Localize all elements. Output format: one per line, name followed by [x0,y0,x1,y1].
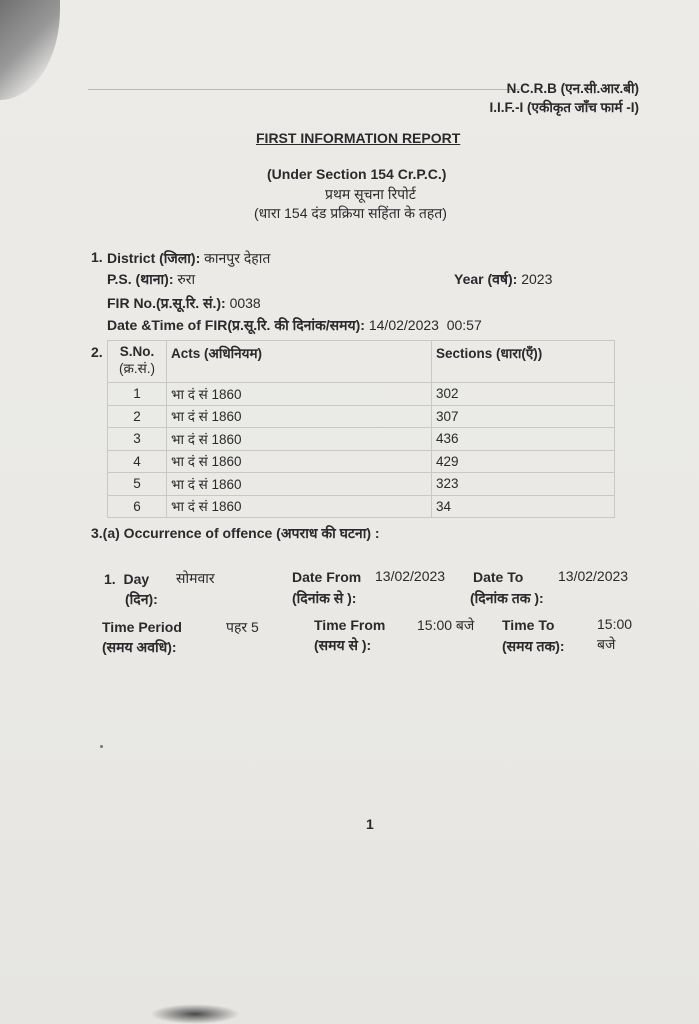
row-act: भा दं सं 1860 [167,473,432,496]
row-act: भा दं सं 1860 [167,495,432,518]
time-period-label: Time Period [102,619,182,635]
page-fold-shadow [0,0,60,100]
row-section: 302 [432,383,615,406]
date-to-label-hi: (दिनांक तक ): [470,590,544,606]
row-sno: 5 [108,473,167,496]
table-row [108,405,615,428]
fir-datetime-label: Date &Time of FIR(प्र.सू.रि. की दिनांक/समय): [107,317,365,333]
time-from-label-hi: (समय से ): [314,637,372,653]
row-section: 436 [432,428,615,451]
district-row [107,249,270,268]
section-reference-hi: (धारा 154 दंड प्रक्रिया सहिंता के तहत) [254,205,447,221]
time-to-label: Time To [502,617,555,633]
row-sno: 2 [108,405,167,428]
report-title: FIRST INFORMATION REPORT [256,130,461,146]
fir-label: FIR No.(प्र.सू.रि. सं.): [107,295,226,311]
sno-header-hi: (क्र.सं.) [119,361,155,376]
table-row [108,383,615,406]
acts-header: Acts (अधिनियम) [167,341,432,383]
day-value: सोमवार [176,570,215,586]
table-row [108,450,615,473]
row-section: 323 [432,473,615,496]
section-reference-en: (Under Section 154 Cr.P.C.) [267,166,447,182]
ps-label: P.S. (थाना): [107,271,174,287]
time-to-value: 15:00 [597,616,633,632]
row-act: भा दं सं 1860 [167,450,432,473]
row-sno: 3 [108,428,167,451]
district-label: District (जिला): [107,250,201,266]
year-label: Year (वर्ष): [454,271,518,287]
day-label: 1. Day [104,571,150,587]
iif-header: I.I.F.-I (एकीकृत जाँच फार्म -I) [489,100,639,115]
table-row [108,495,615,518]
ps-row [107,270,195,289]
date-from-label: Date From [292,569,362,585]
date-from-label-hi: (दिनांक से ): [292,590,357,606]
row-act: भा दं सं 1860 [167,428,432,451]
page-number: 1 [366,816,374,832]
time-from-label: Time From [314,617,386,633]
row-sno: 4 [108,450,167,473]
time-period-label-hi: (समय अवधि): [102,639,177,655]
row-act: भा दं सं 1860 [167,383,432,406]
fir-datetime-value: 14/02/2023 00:57 [368,317,482,333]
sno-header [108,341,167,383]
table-row [108,428,615,451]
fir-value: 0038 [229,295,261,311]
date-from-value: 13/02/2023 [375,568,446,584]
speck [100,745,103,748]
time-from-value: 15:00 बजे [417,617,475,633]
row-section: 307 [432,405,615,428]
day-label-hi: (दिन): [125,591,158,607]
row-section: 34 [432,495,615,518]
occurrence-heading: 3.(a) Occurrence of offence (अपराध की घटना) : [91,525,380,541]
fir-row [107,294,261,313]
time-period-value: पहर 5 [226,619,259,635]
ncrb-header: N.C.R.B (एन.सी.आर.बी) [506,81,639,96]
district-value: कानपुर देहात [204,250,271,266]
acts-sections-table [107,340,615,518]
row-act: भा दं सं 1860 [167,405,432,428]
row-sno: 6 [108,495,167,518]
table-row [108,473,615,496]
section1-number: 1. [91,249,103,265]
time-to-value-unit: बजे [597,636,616,652]
fir-datetime-row [107,316,482,335]
row-sno: 1 [108,383,167,406]
time-to-label-hi: (समय तक): [502,638,565,654]
table-header-row [108,341,615,383]
row-section: 429 [432,450,615,473]
ps-value: रुरा [177,271,196,287]
sno-header-en: S.No. [119,344,155,359]
bottom-edge-shadow [150,1004,240,1024]
date-to-label: Date To [473,569,524,585]
year-row [454,270,552,289]
date-to-value: 13/02/2023 [558,568,629,584]
year-value: 2023 [521,271,553,287]
report-subtitle-hi: प्रथम सूचना रिपोर्ट [325,186,416,202]
header-rule [88,89,520,90]
section2-number: 2. [91,344,103,360]
sections-header: Sections (धारा(एँ)) [432,341,615,383]
